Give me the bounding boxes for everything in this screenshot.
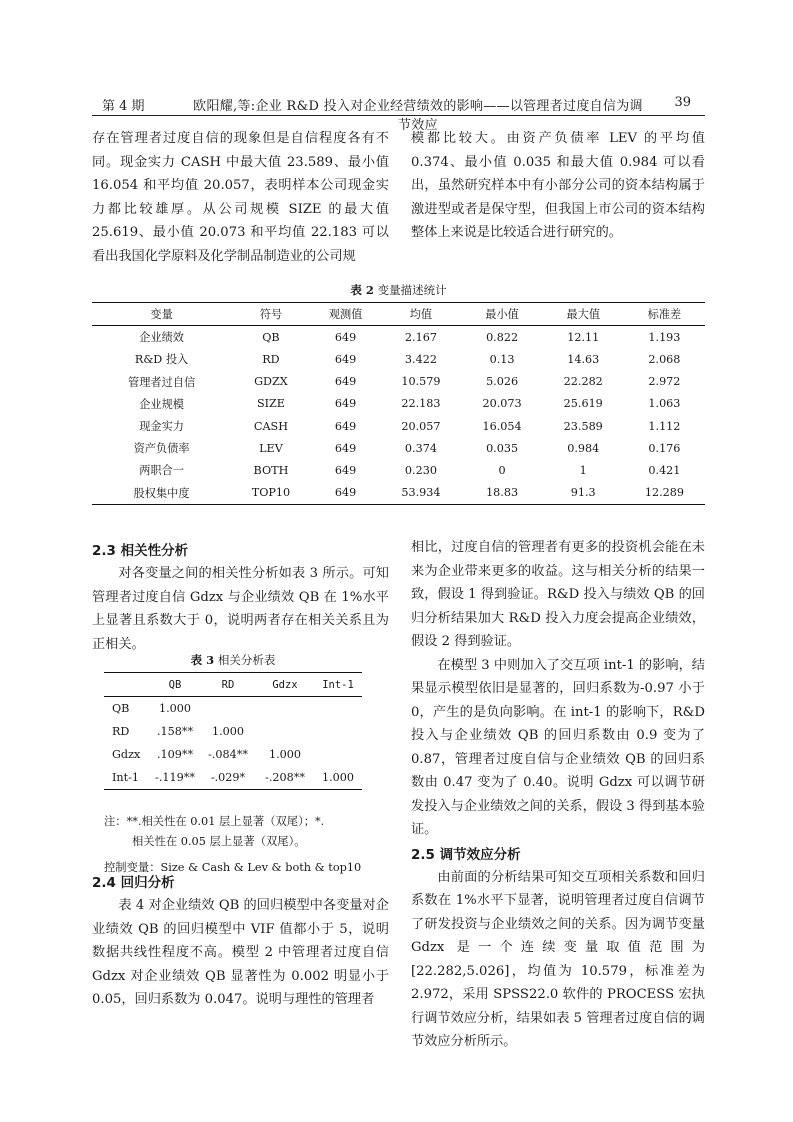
section-2-3-body — [92, 562, 389, 656]
table-cell: CASH — [253, 419, 288, 433]
section-2-4-body — [92, 894, 389, 1012]
table-row — [92, 326, 705, 349]
column-header: 变量 — [150, 308, 173, 322]
column-header: Gdzx — [272, 678, 298, 691]
correlation-table — [104, 672, 362, 790]
paragraph-text: 相比，过度自信的管理者有更多的投资机会能在未来为企业带来更多的收益。这与相关分析的结果一致，假设 1 得到验证。R&D 投入与绩效 QB 的回归分析结果加大 R&D 投入力度会提高企业绩效，假设 2 得到验证。 — [411, 540, 705, 649]
table2-caption-number: 表 2 — [350, 283, 374, 297]
right-top-paragraph — [411, 127, 705, 245]
table-row — [92, 348, 705, 370]
table-cell: 649 — [334, 352, 357, 366]
table-row — [92, 437, 705, 459]
column-header: 标准差 — [647, 308, 682, 322]
table-cell: 企业绩效 — [139, 331, 184, 345]
table-cell — [256, 697, 314, 721]
table-cell: 10.579 — [401, 375, 441, 389]
table-cell: 20.057 — [401, 419, 441, 433]
table-cell: 2.068 — [648, 352, 681, 366]
table-cell: -.029* — [210, 771, 246, 784]
table-cell: 5.026 — [486, 375, 519, 389]
table-cell: 1.112 — [648, 419, 681, 433]
table-cell: SIZE — [256, 397, 285, 411]
paragraph-text: 模都比较大。由资产负债率 LEV 的平均值 0.374、最小值 0.035 和最大值 0.984 可以看出，虽然研究样本中有小部分公司的资本结构属于激进型或者是保守型，但我国上市公司的资本结构整体上来说是比较适合进行研究的。 — [411, 131, 705, 240]
table-row — [92, 393, 705, 415]
table-cell: 20.073 — [482, 397, 522, 411]
column-header — [104, 673, 150, 697]
row-label: Int-1 — [112, 771, 140, 784]
paragraph-text: 对各变量之间的相关性分析如表 3 所示。可知管理者过度自信 Gdzx 与企业绩效 QB 在 1%水平上显著且系数大于 0，说明两者存在相关关系且为正相关。 — [92, 566, 389, 652]
table-cell: 16.054 — [482, 419, 522, 433]
table3-caption-text: 相关分析表 — [217, 653, 276, 667]
table-cell: 现金实力 — [139, 420, 184, 434]
table-header-row — [104, 673, 362, 697]
table-cell — [256, 720, 314, 743]
table-cell: 1.063 — [648, 397, 681, 411]
column-header: 符号 — [259, 308, 283, 322]
running-title: 欧阳耀,等:企业 R&D 投入对企业经营绩效的影响——以管理者过度自信为调节效应 — [193, 99, 643, 133]
table-cell: 0.822 — [486, 330, 519, 344]
table-cell — [200, 697, 256, 721]
table-cell: 1.000 — [211, 725, 245, 738]
table-header-row — [92, 303, 705, 326]
table-cell: 1.193 — [648, 330, 681, 344]
column-header: 均值 — [409, 308, 433, 322]
table-cell: QB — [262, 330, 280, 344]
table-row — [104, 720, 362, 743]
column-header: Int-1 — [322, 678, 354, 691]
table-cell: 12.11 — [567, 330, 600, 344]
table-cell: 1.000 — [268, 748, 302, 761]
table-row — [92, 482, 705, 505]
table-cell: .109** — [156, 748, 194, 761]
table-cell: 0.230 — [404, 463, 437, 477]
table-cell: 1.000 — [321, 771, 355, 784]
table2-caption-text: 变量描述统计 — [377, 283, 447, 297]
running-header — [92, 93, 705, 133]
left-bottom-column — [92, 540, 389, 656]
table-cell: 2.972 — [648, 375, 681, 389]
paragraph-text: 存在管理者过度自信的现象但是自信程度各有不同。现金实力 CASH 中最大值 23.589、最小值 16.054 和平均值 20.057，表明样本公司现金实力都比较雄厚。从公司规模 SIZE 的最大值 25.619、最小值 20.073 和平均值 22.183 可以看出我国化学原料及化学制品制造业的公司规 — [92, 131, 389, 264]
significance-note: 注：**.相关性在 0.01 层上显著（双尾）；*. — [104, 815, 325, 828]
table-cell: 18.83 — [486, 486, 519, 500]
table-cell: -.084** — [208, 748, 248, 761]
table-cell: 53.934 — [401, 486, 441, 500]
column-header: 最小值 — [485, 308, 519, 322]
table2-caption — [92, 282, 705, 298]
section-2-4 — [92, 872, 389, 1012]
table-cell: 14.63 — [567, 352, 600, 366]
control-variables-note: 控制变量：Size & Cash & Lev & both & top10 — [104, 861, 362, 874]
table-cell: 649 — [334, 419, 357, 433]
table-cell: LEV — [259, 441, 283, 455]
table3-caption — [104, 652, 362, 668]
table-cell: -.119** — [155, 771, 195, 784]
table-cell: 资产负债率 — [133, 442, 190, 456]
row-label: Gdzx — [112, 748, 141, 761]
issue-label: 第 4 期 — [102, 99, 145, 114]
table-cell: 0.984 — [567, 441, 600, 455]
table-cell: 25.619 — [563, 397, 603, 411]
table-cell — [314, 743, 362, 766]
paragraph-text: 由前面的分析结果可知交互项相关系数和回归系数在 1%水平下显著，说明管理者过度自信调节了研发投资与企业绩效之间的关系。因为调节变量 Gdzx 是一个连续变量取值范围为[22.282,5.026]，均值为 10.579，标准差为 2.972，采用 SPSS22.0 软件的 PROCESS 宏执行调节效应分析，结果如表 5 管理者过度自信的调节效应分析所示。 — [411, 869, 705, 1049]
table-cell: -.208** — [265, 771, 305, 784]
table-cell: 0.421 — [648, 463, 681, 477]
page-number: 39 — [674, 95, 691, 110]
table-cell: 91.3 — [570, 486, 596, 500]
table-cell — [314, 720, 362, 743]
table-cell: RD — [262, 352, 280, 366]
table-cell: 649 — [334, 397, 357, 411]
table-cell: GDZX — [254, 375, 288, 389]
significance-note-cont: 相关性在 0.05 层上显著（双尾）。 — [132, 835, 306, 848]
row-label: RD — [112, 725, 130, 738]
table-cell: 22.282 — [563, 375, 603, 389]
column-header: 最大值 — [566, 308, 601, 322]
table-cell: 0.374 — [404, 441, 437, 455]
right-mid-body — [411, 536, 705, 842]
table-cell: 两职合一 — [139, 464, 184, 478]
right-bottom-column — [411, 536, 705, 1054]
section-heading-2-3: 2.3 相关性分析 — [92, 543, 189, 559]
left-top-paragraph — [92, 127, 389, 268]
table-cell: 0 — [498, 463, 506, 477]
table-cell — [314, 697, 362, 721]
table-cell: 23.589 — [563, 419, 603, 433]
table-row — [92, 415, 705, 437]
table-cell: 2.167 — [404, 330, 437, 344]
section-heading-2-4: 2.4 回归分析 — [92, 875, 175, 891]
table-cell: 12.289 — [644, 486, 684, 500]
table-cell: R&D 投入 — [134, 353, 189, 367]
table3-caption-number: 表 3 — [190, 653, 215, 667]
table-row — [104, 743, 362, 766]
section-2-5-body — [411, 866, 705, 1054]
paragraph-text: 表 4 对企业绩效 QB 的回归模型中各变量对企业绩效 QB 的回归模型中 VIF 值都小于 5，说明数据共线性程度不高。模型 2 中管理者过度自信 Gdzx 对企业绩效 QB 显著性为 0.002 明显小于 0.05，回归系数为 0.047。说明与理性的管理者 — [92, 898, 389, 1007]
paragraph-text: 在模型 3 中则加入了交互项 int-1 的影响，结果显示模型依旧是显著的，回归系数为-0.97 小于 0，产生的是负向影响。在 int-1 的影响下，R&D 投入与企业绩效 QB 的回归系数由 0.9 变为了 0.87，管理者过度自信与企业绩效 QB 的回归系数由 0.47 变为了 0.40。说明 Gdzx 可以调节研发投入与企业绩效之间的关系，假设 3 得到基本验证。 — [411, 657, 705, 837]
table-cell: 0.035 — [486, 441, 519, 455]
table-cell: 股权集中度 — [133, 486, 190, 500]
table-cell: BOTH — [253, 463, 289, 477]
table-cell: 1.000 — [158, 702, 192, 715]
table-cell: 0.176 — [648, 441, 681, 455]
section-heading-2-5: 2.5 调节效应分析 — [411, 846, 521, 863]
table-cell: TOP10 — [251, 486, 291, 500]
table-cell: .158** — [156, 725, 194, 738]
table-row — [92, 371, 705, 393]
table-cell: 1 — [579, 463, 587, 477]
row-label: QB — [112, 702, 130, 715]
table-cell: 22.183 — [401, 397, 441, 411]
table-cell: 649 — [334, 375, 357, 389]
table-cell: 0.13 — [489, 352, 515, 366]
table-cell: 649 — [334, 463, 357, 477]
descriptive-stats-table — [92, 302, 705, 505]
table-row — [104, 697, 362, 721]
table-cell: 649 — [334, 486, 357, 500]
table-cell: 3.422 — [404, 352, 437, 366]
table-row — [92, 459, 705, 481]
table-cell: 649 — [334, 441, 357, 455]
table-cell: 企业规模 — [139, 397, 184, 411]
column-header: RD — [221, 678, 235, 691]
column-header: QB — [168, 678, 182, 691]
column-header: 观测值 — [328, 308, 363, 322]
table-cell: 管理者过自信 — [128, 375, 196, 389]
table-cell: 649 — [334, 330, 357, 344]
table-row — [104, 766, 362, 790]
table3-notes — [104, 812, 394, 878]
